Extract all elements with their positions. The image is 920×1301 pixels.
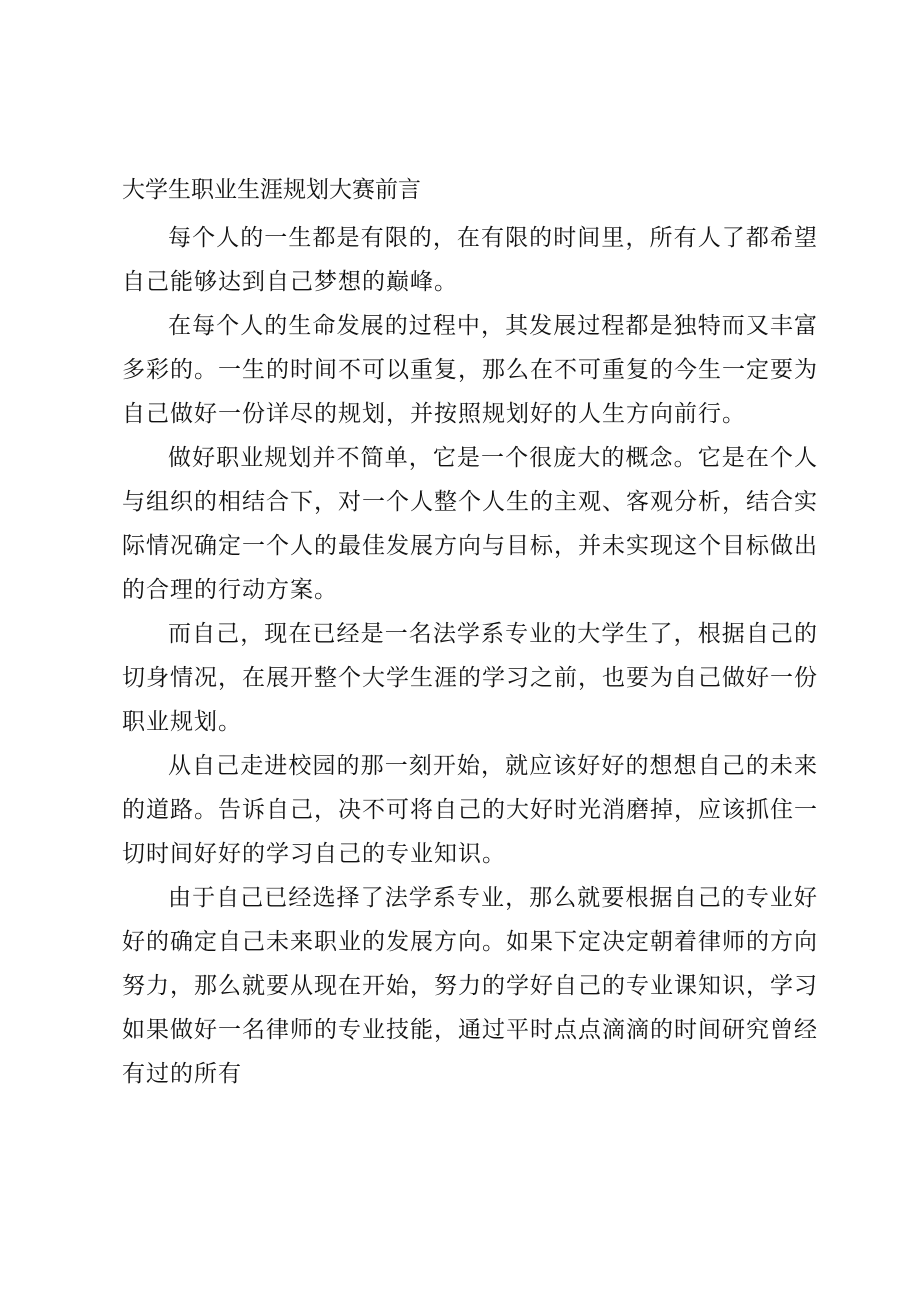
paragraph-2: 在每个人的生命发展的过程中，其发展过程都是独特而又丰富多彩的。一生的时间不可以重复，那么在不可重复的今生一定要为自己做好一份详尽的规划，并按照规划好的人生方向前行。 <box>122 313 818 427</box>
paragraph-1: 每个人的一生都是有限的，在有限的时间里，所有人了都希望自己能够达到自己梦想的巅峰。 <box>122 225 818 295</box>
document-title: 大学生职业生涯规划大赛前言 <box>122 177 421 203</box>
paragraph-3: 做好职业规划并不简单，它是一个很庞大的概念。它是在个人与组织的相结合下，对一个人整个人生的主观、客观分析，结合实际情况确定一个人的最佳发展方向与目标，并未实现这个目标做出的合理的行动方案。 <box>122 445 818 603</box>
paragraph-6: 由于自己已经选择了法学系专业，那么就要根据自己的专业好好的确定自己未来职业的发展方向。如果下定决定朝着律师的方向努力，那么就要从现在开始，努力的学好自己的专业课知识，学习如果做好一名律师的专业技能，通过平时点点滴滴的时间研究曾经有过的所有 <box>122 885 818 1087</box>
document-body <box>122 168 818 1096</box>
paragraph-5: 从自己走进校园的那一刻开始，就应该好好的想想自己的未来的道路。告诉自己，决不可将自己的大好时光消磨掉，应该抓住一切时间好好的学习自己的专业知识。 <box>122 753 818 867</box>
paragraph-4: 而自己，现在已经是一名法学系专业的大学生了，根据自己的切身情况，在展开整个大学生涯的学习之前，也要为自己做好一份职业规划。 <box>122 621 818 735</box>
